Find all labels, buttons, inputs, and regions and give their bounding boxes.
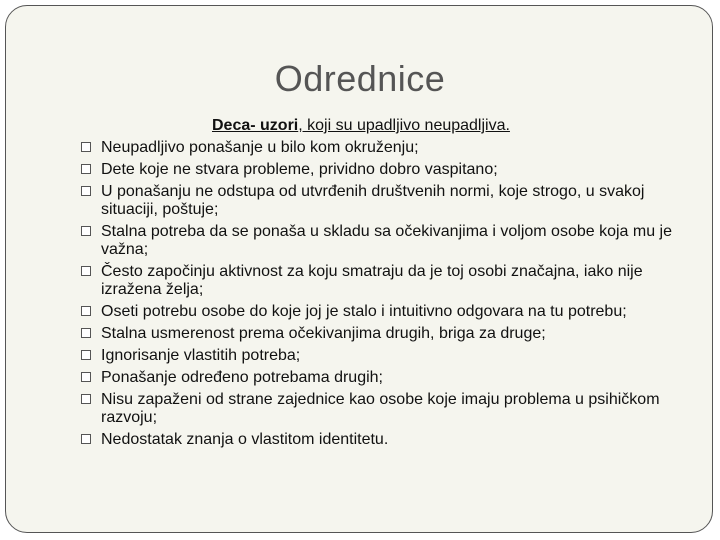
list-item [80,347,690,365]
list-item-text: Ponašanje određeno potrebama drugih; [101,369,383,386]
list-item [80,139,690,157]
list-item [80,303,690,321]
list-item-text: Oseti potrebu osobe do koje joj je stalo i intuitivno odgovara na tu potrebu; [101,303,627,320]
list-item [80,391,690,427]
list-item-text: Ignorisanje vlastitih potreba; [101,347,301,364]
list-item [80,325,690,343]
subtitle-text: , koji su upadljivo neupadljiva. [298,117,510,134]
list-item [80,223,690,259]
subtitle-emphasis: Deca- uzori [212,117,299,134]
list-item-text: Neupadljivo ponašanje u bilo kom okruženju; [101,139,419,156]
list-item [80,431,690,449]
list-item-text: Nisu zapaženi od strane zajednice kao osobe koje imaju problema u psihičkom razvoju; [101,391,660,426]
list-item-text: Nedostatak znanja o vlastitom identitetu. [101,431,389,448]
checkbox-bullet-icon [81,372,91,382]
list-item-text: Stalna usmerenost prema očekivanjima drugih, briga za druge; [101,325,546,342]
checkbox-bullet-icon [81,306,91,316]
list-item-text: Često započinju aktivnost za koju smatraju da je toj osobi značajna, iako nije izražena želja; [101,263,643,298]
list-item [80,183,690,219]
checkbox-bullet-icon [81,266,91,276]
checkbox-bullet-icon [81,350,91,360]
checkbox-bullet-icon [81,226,91,236]
checkbox-bullet-icon [81,434,91,444]
checkbox-bullet-icon [81,394,91,404]
checkbox-bullet-icon [81,328,91,338]
checkbox-bullet-icon [81,164,91,174]
list-item-text: Stalna potreba da se ponaša u skladu sa očekivanjima i voljom osobe koja mu je važna; [101,223,672,258]
list-item-text: Dete koje ne stvara probleme, prividno dobro vaspitano; [101,161,498,178]
slide-subtitle [212,117,510,135]
checkbox-bullet-icon [81,142,91,152]
list-item [80,161,690,179]
list-item [80,263,690,299]
list-item [80,369,690,387]
bullet-list [80,139,690,453]
slide-title: Odrednice [274,58,446,99]
list-item-text: U ponašanju ne odstupa od utvrđenih društvenih normi, koje strogo, u svakoj situaciji, poštuje; [101,183,645,218]
checkbox-bullet-icon [81,186,91,196]
